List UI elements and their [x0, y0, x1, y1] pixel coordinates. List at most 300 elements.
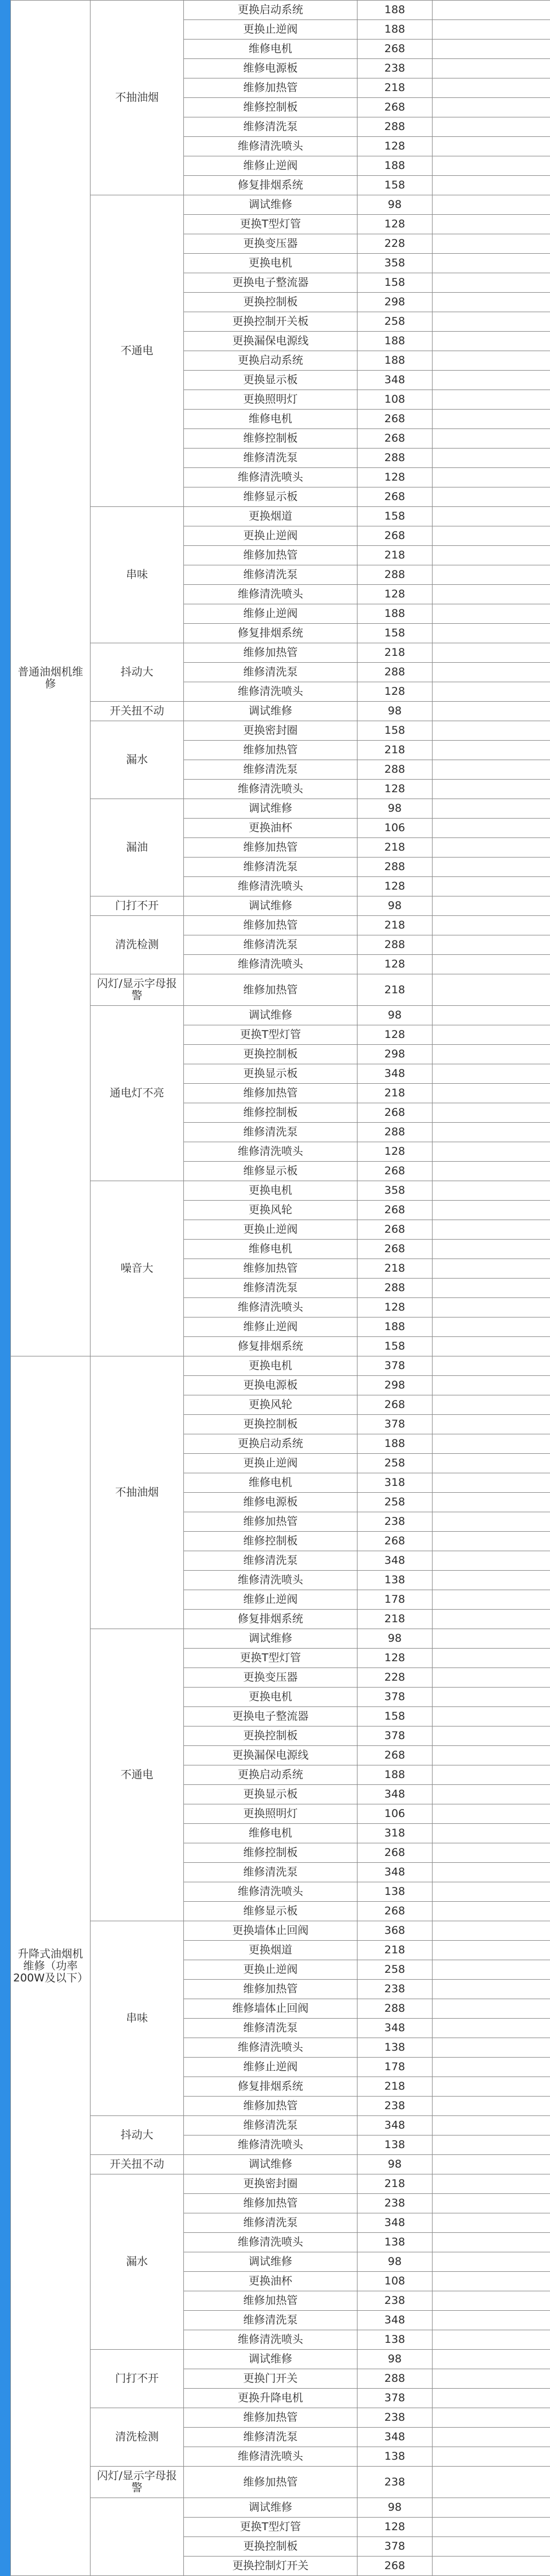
price-cell: 98 — [358, 2155, 433, 2174]
price-cell: 218 — [358, 741, 433, 760]
repair-item-cell: 维修清洗喷头 — [184, 955, 358, 974]
table-row — [11, 2350, 550, 2369]
fault-type-cell: 串味 — [91, 1921, 184, 2116]
repair-item-cell: 更换电子整流器 — [184, 273, 358, 293]
table-row — [11, 195, 550, 215]
blank-cell — [433, 2408, 550, 2428]
blank-cell — [433, 410, 550, 429]
price-cell: 348 — [358, 2116, 433, 2135]
fault-type-cell — [91, 2498, 184, 2576]
repair-item-cell: 维修控制板 — [184, 1103, 358, 1123]
price-table-body — [11, 1, 550, 2576]
price-cell: 188 — [358, 1765, 433, 1785]
blank-cell — [433, 741, 550, 760]
blank-cell — [433, 799, 550, 819]
price-cell: 288 — [358, 1999, 433, 2019]
repair-item-cell: 调试维修 — [184, 2350, 358, 2369]
repair-item-cell: 更换风轮 — [184, 1201, 358, 1220]
blank-cell — [433, 1356, 550, 1376]
price-cell: 218 — [358, 78, 433, 98]
repair-item-cell: 维修清洗泵 — [184, 2428, 358, 2447]
repair-item-cell: 更换止逆阀 — [184, 1220, 358, 1240]
repair-item-cell: 修复排烟系统 — [184, 624, 358, 643]
blank-cell — [433, 487, 550, 507]
repair-item-cell: 调试维修 — [184, 2155, 358, 2174]
price-cell: 138 — [358, 1571, 433, 1590]
price-cell: 128 — [358, 137, 433, 156]
blank-cell — [433, 449, 550, 468]
price-cell: 178 — [358, 2058, 433, 2077]
repair-item-cell: 更换启动系统 — [184, 351, 358, 371]
repair-item-cell: 更换控制板 — [184, 1045, 358, 1064]
repair-item-cell: 更换电子整流器 — [184, 1707, 358, 1726]
repair-item-cell: 更换密封圈 — [184, 2174, 358, 2194]
price-cell: 268 — [358, 40, 433, 59]
price-cell: 228 — [358, 1668, 433, 1688]
repair-item-cell: 维修清洗泵 — [184, 2116, 358, 2135]
blank-cell — [433, 1590, 550, 1610]
price-cell: 128 — [358, 1142, 433, 1162]
table-row — [11, 974, 550, 1006]
repair-item-cell: 维修止逆阀 — [184, 2058, 358, 2077]
price-cell: 378 — [358, 1726, 433, 1746]
repair-item-cell: 维修电源板 — [184, 59, 358, 78]
table-row — [11, 2174, 550, 2194]
repair-item-cell: 更换T型灯管 — [184, 1025, 358, 1045]
blank-cell — [433, 254, 550, 273]
blank-cell — [433, 1688, 550, 1707]
repair-item-cell: 更换电机 — [184, 254, 358, 273]
blank-cell — [433, 1999, 550, 2019]
blank-cell — [433, 955, 550, 974]
repair-item-cell: 维修电机 — [184, 410, 358, 429]
repair-item-cell: 维修清洗喷头 — [184, 585, 358, 604]
repair-item-cell: 维修清洗泵 — [184, 1551, 358, 1571]
price-cell: 268 — [358, 1240, 433, 1259]
repair-item-cell: 维修清洗泵 — [184, 663, 358, 682]
blank-cell — [433, 293, 550, 312]
blank-cell — [433, 2311, 550, 2330]
price-cell: 218 — [358, 1259, 433, 1279]
price-cell: 258 — [358, 1960, 433, 1980]
price-cell: 368 — [358, 1921, 433, 1941]
blank-cell — [433, 1142, 550, 1162]
repair-item-cell: 维修清洗喷头 — [184, 877, 358, 896]
price-cell: 138 — [358, 2135, 433, 2155]
blank-cell — [433, 2019, 550, 2038]
repair-item-cell: 维修加热管 — [184, 1512, 358, 1532]
repair-item-cell: 维修加热管 — [184, 2467, 358, 2498]
blank-cell — [433, 896, 550, 916]
price-cell: 268 — [358, 98, 433, 117]
blank-cell — [433, 643, 550, 663]
price-cell: 158 — [358, 507, 433, 526]
blank-cell — [433, 760, 550, 780]
repair-item-cell: 维修电机 — [184, 1473, 358, 1493]
price-cell: 268 — [358, 1220, 433, 1240]
fault-type-cell: 开关扭不动 — [91, 2155, 184, 2174]
blank-cell — [433, 390, 550, 410]
price-cell: 268 — [358, 1103, 433, 1123]
fault-type-cell: 清洗检测 — [91, 2408, 184, 2467]
blank-cell — [433, 1707, 550, 1726]
table-row — [11, 1356, 550, 1376]
price-cell: 298 — [358, 1045, 433, 1064]
blank-cell — [433, 2213, 550, 2233]
blank-cell — [433, 1279, 550, 1298]
repair-item-cell: 更换电机 — [184, 1181, 358, 1201]
fault-type-cell: 门打不开 — [91, 2350, 184, 2408]
repair-item-cell: 更换电机 — [184, 1356, 358, 1376]
blank-cell — [433, 974, 550, 1006]
repair-item-cell: 维修加热管 — [184, 2194, 358, 2213]
price-cell: 268 — [358, 2557, 433, 2576]
price-cell: 348 — [358, 1064, 433, 1084]
blank-cell — [433, 565, 550, 585]
repair-item-cell: 维修加热管 — [184, 2408, 358, 2428]
price-cell: 268 — [358, 526, 433, 546]
price-cell: 288 — [358, 760, 433, 780]
blank-cell — [433, 176, 550, 195]
repair-item-cell: 修复排烟系统 — [184, 2077, 358, 2097]
repair-item-cell: 维修清洗喷头 — [184, 682, 358, 702]
blank-cell — [433, 1259, 550, 1279]
blank-cell — [433, 1123, 550, 1142]
repair-item-cell: 更换控制开关板 — [184, 312, 358, 332]
price-cell: 318 — [358, 1824, 433, 1843]
blank-cell — [433, 1025, 550, 1045]
price-cell: 298 — [358, 1376, 433, 1395]
blank-cell — [433, 1532, 550, 1551]
repair-item-cell: 维修电机 — [184, 1240, 358, 1259]
repair-item-cell: 更换照明灯 — [184, 1804, 358, 1824]
blank-cell — [433, 1084, 550, 1103]
blank-cell — [433, 1103, 550, 1123]
blank-cell — [433, 351, 550, 371]
price-cell: 128 — [358, 877, 433, 896]
blank-cell — [433, 2252, 550, 2272]
blank-cell — [433, 1980, 550, 1999]
repair-item-cell: 更换启动系统 — [184, 1765, 358, 1785]
blank-cell — [433, 1765, 550, 1785]
repair-item-cell: 维修清洗泵 — [184, 2213, 358, 2233]
fault-type-cell: 抖动大 — [91, 643, 184, 702]
blank-cell — [433, 1941, 550, 1960]
blank-cell — [433, 1610, 550, 1629]
blank-cell — [433, 2498, 550, 2518]
repair-item-cell: 维修清洗泵 — [184, 2311, 358, 2330]
table-row — [11, 916, 550, 935]
price-cell: 258 — [358, 1454, 433, 1473]
price-cell: 238 — [358, 2097, 433, 2116]
price-cell: 358 — [358, 254, 433, 273]
repair-item-cell: 维修加热管 — [184, 1259, 358, 1279]
price-cell: 98 — [358, 1006, 433, 1025]
repair-item-cell: 维修加热管 — [184, 974, 358, 1006]
blank-cell — [433, 1921, 550, 1941]
repair-item-cell: 维修清洗喷头 — [184, 2447, 358, 2467]
repair-item-cell: 更换显示板 — [184, 1064, 358, 1084]
price-cell: 268 — [358, 1395, 433, 1415]
blank-cell — [433, 2369, 550, 2389]
blank-cell — [433, 1649, 550, 1668]
blank-cell — [433, 2194, 550, 2213]
blank-cell — [433, 916, 550, 935]
price-cell: 218 — [358, 838, 433, 858]
fault-type-cell: 通电灯不亮 — [91, 1006, 184, 1181]
fault-type-cell: 漏水 — [91, 721, 184, 799]
blank-cell — [433, 1240, 550, 1259]
repair-item-cell: 更换止逆阀 — [184, 1454, 358, 1473]
price-cell: 238 — [358, 2408, 433, 2428]
blank-cell — [433, 1960, 550, 1980]
repair-item-cell: 维修清洗喷头 — [184, 2038, 358, 2058]
repair-item-cell: 维修显示板 — [184, 487, 358, 507]
repair-item-cell: 调试维修 — [184, 2498, 358, 2518]
blank-cell — [433, 215, 550, 234]
price-cell: 348 — [358, 2428, 433, 2447]
repair-item-cell: 更换T型灯管 — [184, 2518, 358, 2537]
price-cell: 128 — [358, 2518, 433, 2537]
price-cell: 188 — [358, 332, 433, 351]
price-cell: 258 — [358, 1493, 433, 1512]
repair-item-cell: 更换油杯 — [184, 2272, 358, 2291]
price-cell: 268 — [358, 1902, 433, 1921]
blank-cell — [433, 1064, 550, 1084]
price-cell: 218 — [358, 916, 433, 935]
price-cell: 238 — [358, 59, 433, 78]
repair-item-cell: 维修加热管 — [184, 741, 358, 760]
price-cell: 138 — [358, 2447, 433, 2467]
repair-item-cell: 更换漏保电源线 — [184, 332, 358, 351]
repair-item-cell: 维修加热管 — [184, 2291, 358, 2311]
price-cell: 128 — [358, 780, 433, 799]
price-cell: 108 — [358, 390, 433, 410]
blank-cell — [433, 858, 550, 877]
price-cell: 138 — [358, 1882, 433, 1902]
price-cell: 268 — [358, 487, 433, 507]
repair-item-cell: 维修清洗喷头 — [184, 2330, 358, 2350]
fault-type-cell: 门打不开 — [91, 896, 184, 916]
price-cell: 188 — [358, 20, 433, 40]
price-cell: 378 — [358, 1688, 433, 1707]
blank-cell — [433, 1006, 550, 1025]
repair-item-cell: 调试维修 — [184, 799, 358, 819]
repair-item-cell: 维修电源板 — [184, 1493, 358, 1512]
fault-type-cell: 串味 — [91, 507, 184, 643]
price-cell: 318 — [358, 1473, 433, 1493]
blank-cell — [433, 2135, 550, 2155]
repair-item-cell: 维修清洗泵 — [184, 449, 358, 468]
repair-item-cell: 维修止逆阀 — [184, 1318, 358, 1337]
blank-cell — [433, 682, 550, 702]
blank-cell — [433, 1512, 550, 1532]
repair-item-cell: 更换启动系统 — [184, 1, 358, 20]
repair-item-cell: 维修清洗泵 — [184, 858, 358, 877]
blank-cell — [433, 20, 550, 40]
repair-item-cell: 调试维修 — [184, 2252, 358, 2272]
blank-cell — [433, 2058, 550, 2077]
repair-item-cell: 维修加热管 — [184, 2097, 358, 2116]
price-cell: 288 — [358, 663, 433, 682]
price-cell: 288 — [358, 2369, 433, 2389]
price-cell: 158 — [358, 273, 433, 293]
repair-item-cell: 更换照明灯 — [184, 390, 358, 410]
price-cell: 138 — [358, 2330, 433, 2350]
repair-item-cell: 更换漏保电源线 — [184, 1746, 358, 1765]
blank-cell — [433, 429, 550, 449]
fault-type-cell: 不抽油烟 — [91, 1, 184, 195]
price-cell: 348 — [358, 1785, 433, 1804]
price-cell: 218 — [358, 1610, 433, 1629]
repair-item-cell: 更换电源板 — [184, 1376, 358, 1395]
blank-cell — [433, 1220, 550, 1240]
price-cell: 158 — [358, 721, 433, 741]
fault-type-cell: 漏水 — [91, 2174, 184, 2350]
price-cell: 98 — [358, 896, 433, 916]
blank-cell — [433, 1668, 550, 1688]
blank-cell — [433, 1473, 550, 1493]
table-row — [11, 1629, 550, 1649]
price-cell: 238 — [358, 1512, 433, 1532]
blank-cell — [433, 117, 550, 137]
blank-cell — [433, 1804, 550, 1824]
repair-item-cell: 维修加热管 — [184, 1084, 358, 1103]
blank-cell — [433, 1493, 550, 1512]
blank-cell — [433, 137, 550, 156]
price-cell: 238 — [358, 2291, 433, 2311]
fault-type-cell: 抖动大 — [91, 2116, 184, 2155]
blank-cell — [433, 585, 550, 604]
repair-item-cell: 调试维修 — [184, 896, 358, 916]
price-cell: 348 — [358, 2019, 433, 2038]
service-category-cell: 普通油烟机维修 — [11, 1, 91, 1356]
repair-item-cell: 更换止逆阀 — [184, 20, 358, 40]
price-cell: 188 — [358, 1, 433, 20]
table-row — [11, 2408, 550, 2428]
blank-cell — [433, 2518, 550, 2537]
price-cell: 128 — [358, 585, 433, 604]
price-cell: 348 — [358, 1863, 433, 1882]
blank-cell — [433, 1045, 550, 1064]
blank-cell — [433, 1629, 550, 1649]
price-cell: 178 — [358, 1590, 433, 1610]
repair-item-cell: 维修电机 — [184, 1824, 358, 1843]
blank-cell — [433, 624, 550, 643]
blank-cell — [433, 2233, 550, 2252]
fault-type-cell: 不通电 — [91, 1629, 184, 1921]
price-cell: 288 — [358, 1123, 433, 1142]
price-cell: 288 — [358, 565, 433, 585]
repair-item-cell: 更换升降电机 — [184, 2389, 358, 2408]
table-row — [11, 1181, 550, 1201]
repair-item-cell: 维修清洗喷头 — [184, 2135, 358, 2155]
price-cell: 378 — [358, 1356, 433, 1376]
repair-item-cell: 更换风轮 — [184, 1395, 358, 1415]
price-cell: 288 — [358, 449, 433, 468]
repair-item-cell: 更换显示板 — [184, 1785, 358, 1804]
price-cell: 228 — [358, 234, 433, 254]
blank-cell — [433, 780, 550, 799]
price-cell: 218 — [358, 974, 433, 1006]
repair-item-cell: 维修加热管 — [184, 916, 358, 935]
blank-cell — [433, 721, 550, 741]
repair-item-cell: 更换启动系统 — [184, 1434, 358, 1454]
repair-item-cell: 调试维修 — [184, 1629, 358, 1649]
price-cell: 268 — [358, 410, 433, 429]
blank-cell — [433, 1181, 550, 1201]
blank-cell — [433, 1395, 550, 1415]
blank-cell — [433, 2389, 550, 2408]
price-cell: 128 — [358, 1025, 433, 1045]
repair-item-cell: 更换密封圈 — [184, 721, 358, 741]
price-cell: 298 — [358, 293, 433, 312]
price-cell: 128 — [358, 682, 433, 702]
price-cell: 218 — [358, 2077, 433, 2097]
price-cell: 268 — [358, 1746, 433, 1765]
repair-item-cell: 更换油杯 — [184, 819, 358, 838]
blank-cell — [433, 2557, 550, 2576]
blank-cell — [433, 1746, 550, 1765]
blank-cell — [433, 1551, 550, 1571]
blank-cell — [433, 78, 550, 98]
table-row — [11, 2498, 550, 2518]
blank-cell — [433, 195, 550, 215]
blank-cell — [433, 1843, 550, 1863]
blank-cell — [433, 2330, 550, 2350]
price-cell: 288 — [358, 935, 433, 955]
blank-cell — [433, 838, 550, 858]
repair-item-cell: 维修加热管 — [184, 78, 358, 98]
blank-cell — [433, 1415, 550, 1434]
blank-cell — [433, 663, 550, 682]
repair-item-cell: 维修清洗喷头 — [184, 1142, 358, 1162]
price-cell: 188 — [358, 604, 433, 624]
blank-cell — [433, 2116, 550, 2135]
repair-item-cell: 更换显示板 — [184, 371, 358, 390]
blank-cell — [433, 1454, 550, 1473]
table-row — [11, 2116, 550, 2135]
price-cell: 348 — [358, 371, 433, 390]
repair-item-cell: 更换止逆阀 — [184, 526, 358, 546]
price-cell: 98 — [358, 1629, 433, 1649]
blank-cell — [433, 1162, 550, 1181]
price-cell: 268 — [358, 1532, 433, 1551]
price-cell: 138 — [358, 2233, 433, 2252]
price-cell: 158 — [358, 1337, 433, 1356]
blank-cell — [433, 1571, 550, 1590]
repair-item-cell: 更换控制灯开关 — [184, 2557, 358, 2576]
repair-item-cell: 维修清洗喷头 — [184, 1571, 358, 1590]
price-cell: 98 — [358, 702, 433, 721]
repair-item-cell: 维修清洗泵 — [184, 935, 358, 955]
table-row — [11, 1006, 550, 1025]
fault-type-cell: 噪音大 — [91, 1181, 184, 1356]
repair-item-cell: 维修清洗喷头 — [184, 137, 358, 156]
fault-type-cell: 闪灯/显示字母报警 — [91, 974, 184, 1006]
blank-cell — [433, 935, 550, 955]
price-cell: 268 — [358, 429, 433, 449]
price-cell: 138 — [358, 2038, 433, 2058]
fault-type-cell: 漏油 — [91, 799, 184, 896]
blank-cell — [433, 1, 550, 20]
price-cell: 238 — [358, 2467, 433, 2498]
blank-cell — [433, 1824, 550, 1843]
blank-cell — [433, 2097, 550, 2116]
repair-item-cell: 调试维修 — [184, 1006, 358, 1025]
price-cell: 128 — [358, 1649, 433, 1668]
table-row — [11, 1921, 550, 1941]
